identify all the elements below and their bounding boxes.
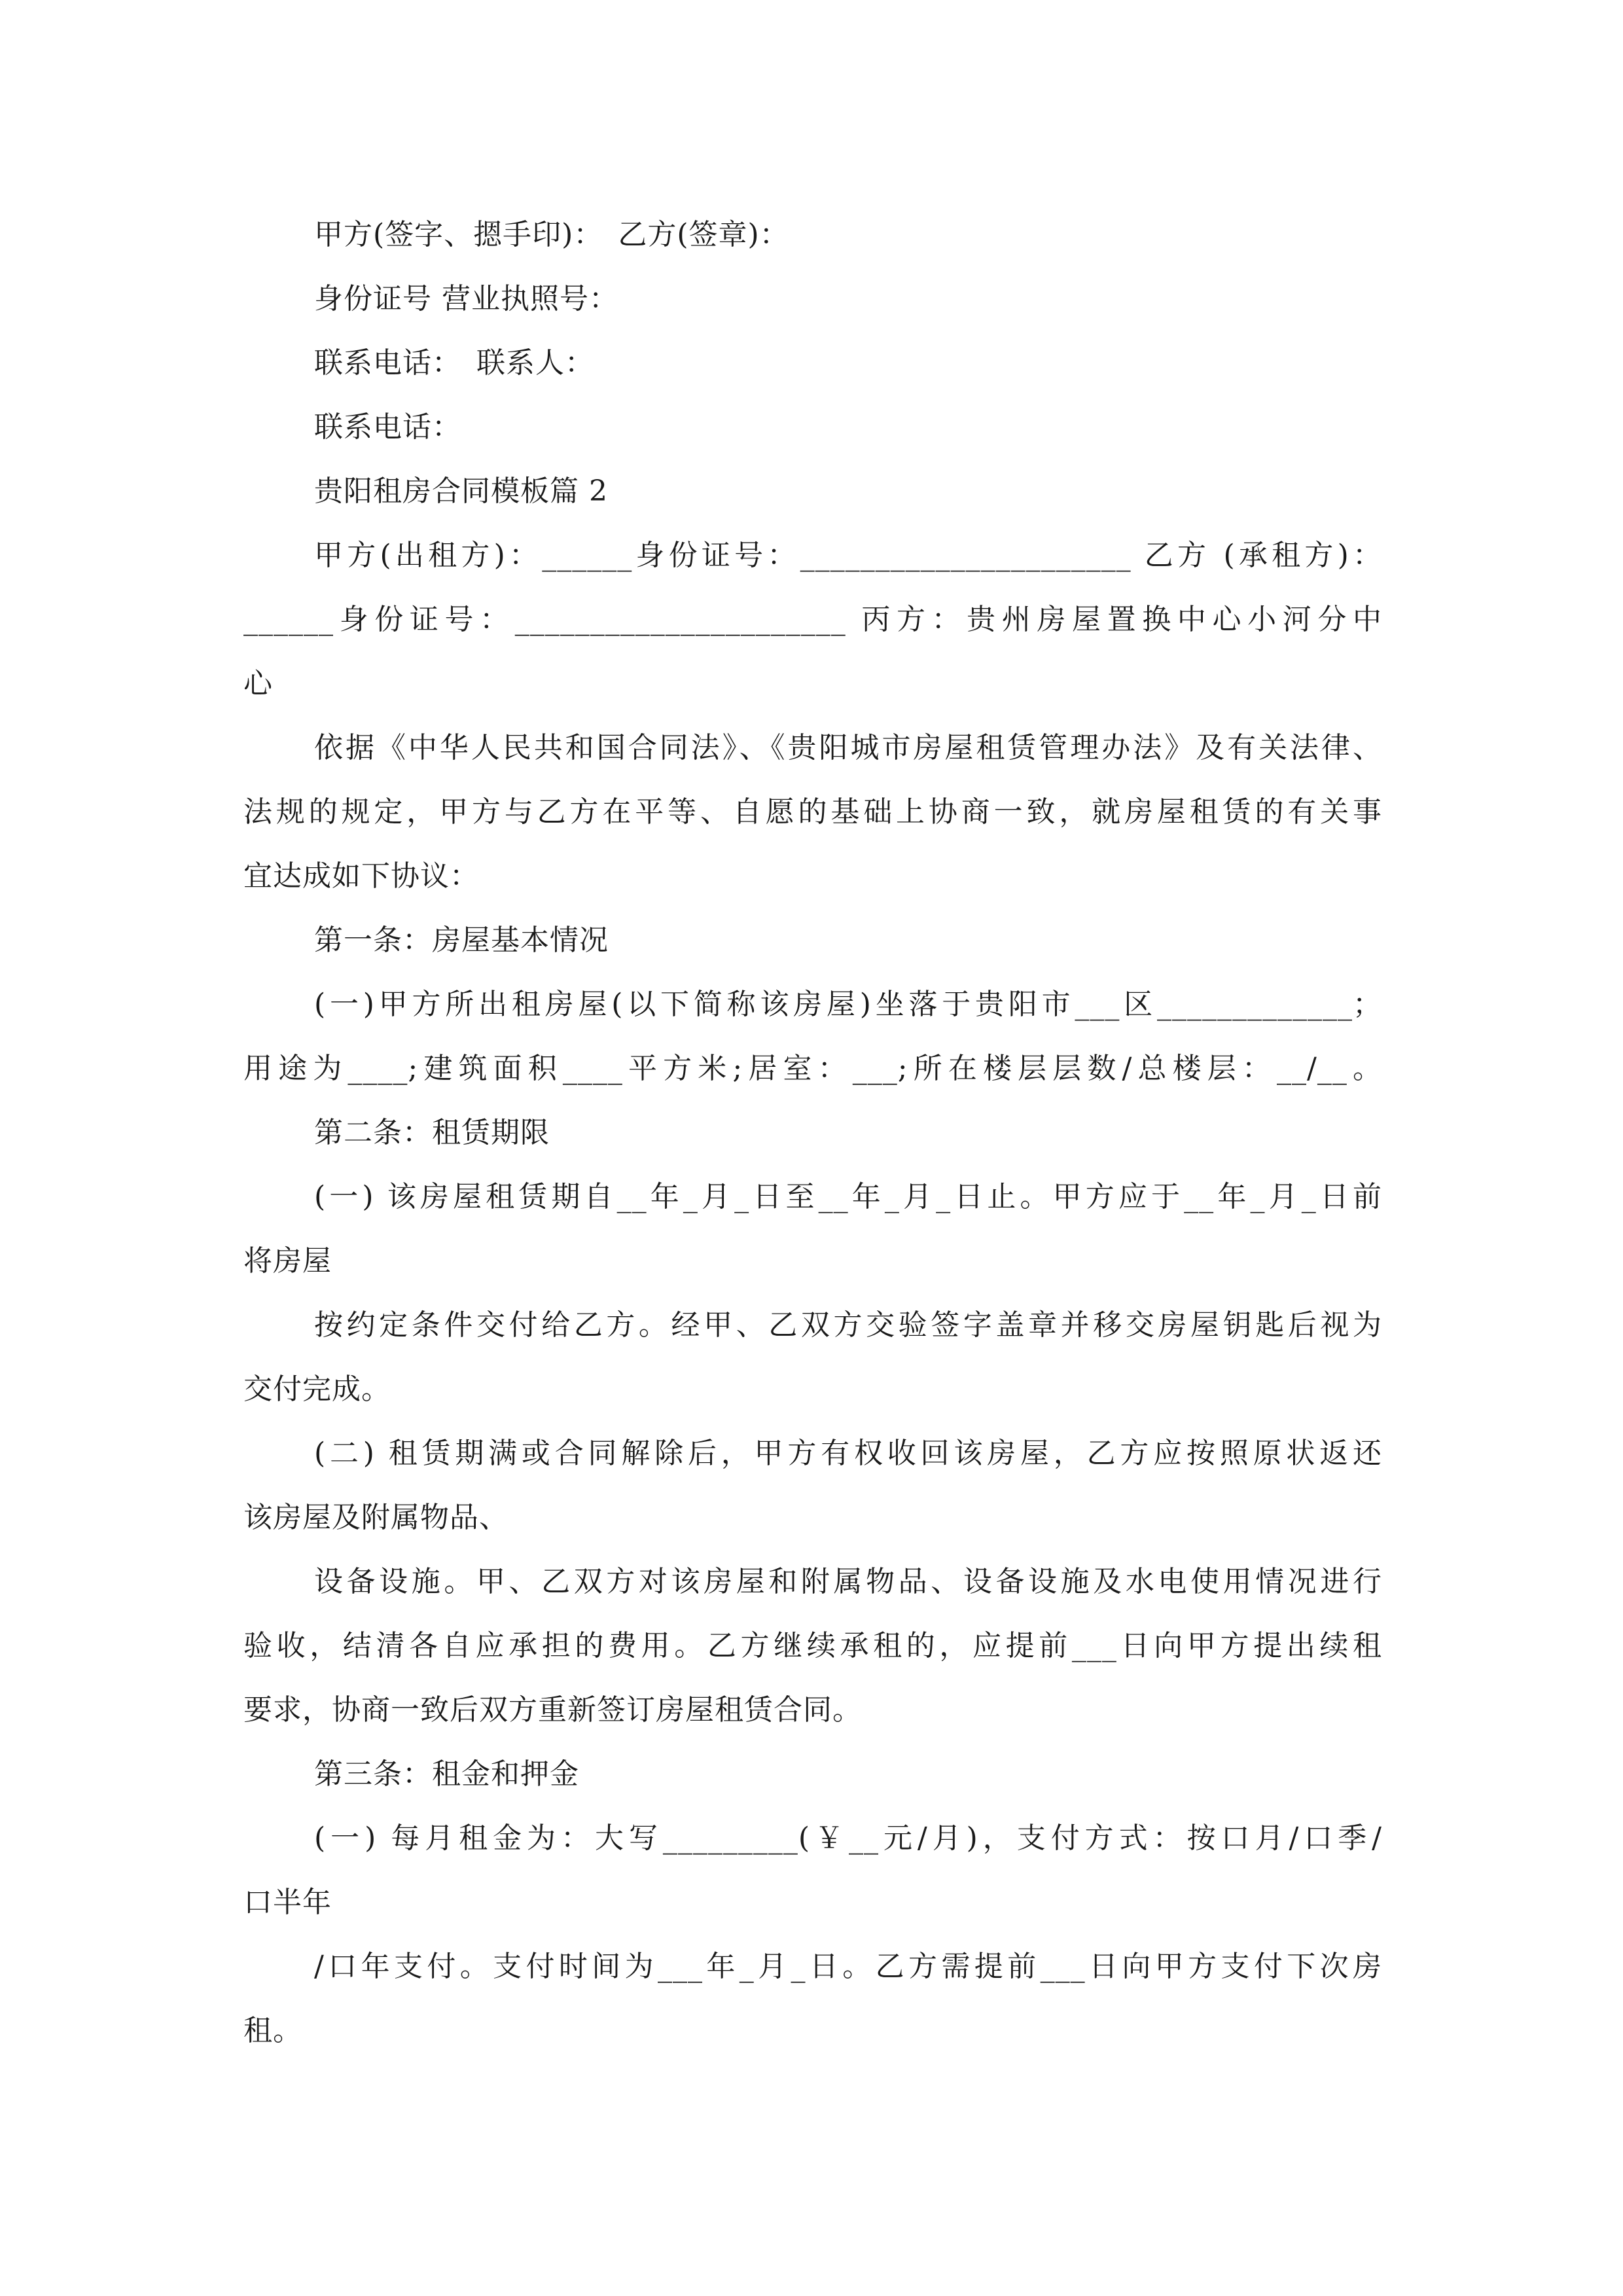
article-3-clause-1-line-4: 租。 xyxy=(243,2014,302,2047)
article-2-clause-1-line-3: 按约定条件交付给乙方。经甲、乙双方交验签字盖章并移交房屋钥匙后视为 xyxy=(314,1308,1382,1342)
article-2-clause-1-line-4: 交付完成。 xyxy=(243,1372,391,1406)
article-3-clause-1-line-3: /口年支付。支付时间为___年_月_日。乙方需提前___日向甲方支付下次房 xyxy=(314,1950,1382,1983)
signature-line-id: 身份证号 营业执照号： xyxy=(314,282,618,315)
article-1-clause-line-2: 用途为____;建筑面积____平方米;居室：___;所在楼层层数/总楼层：__/__。 xyxy=(243,1052,1382,1085)
article-2-clause-2-line-3: 设备设施。甲、乙双方对该房屋和附属物品、设备设施及水电使用情况进行 xyxy=(314,1565,1382,1598)
parties-line-3: 心 xyxy=(243,667,273,700)
article-2-clause-2-line-2: 该房屋及附属物品、 xyxy=(243,1501,508,1534)
article-2-heading: 第二条：租赁期限 xyxy=(314,1116,550,1149)
article-2-clause-2-line-5: 要求，协商一致后双方重新签订房屋租赁合同。 xyxy=(243,1693,862,1727)
article-1-heading: 第一条：房屋基本情况 xyxy=(314,924,609,957)
parties-line-1: 甲方(出租方)：______身份证号：______________________ 乙方 (承租方)： xyxy=(314,539,1382,572)
article-2-clause-2-line-1: (二) 租赁期满或合同解除后，甲方有权收回该房屋，乙方应按照原状返还 xyxy=(314,1437,1382,1470)
preamble-line-1: 依据《中华人民共和国合同法》、《贵阳城市房屋租赁管理办法》及有关法律、 xyxy=(314,731,1382,764)
parties-line-2: ______身份证号：______________________ 丙方：贵州房屋置换中心小河分中 xyxy=(243,603,1382,636)
document-body xyxy=(243,203,1382,2063)
article-1-clause-line-1: (一)甲方所出租房屋(以下简称该房屋)坐落于贵阳市___区_____________； xyxy=(314,988,1382,1021)
article-3-clause-1-line-2: 口半年 xyxy=(243,1886,332,1919)
article-3-heading: 第三条：租金和押金 xyxy=(314,1757,579,1791)
preamble-line-2: 法规的规定，甲方与乙方在平等、自愿的基础上协商一致，就房屋租赁的有关事 xyxy=(243,795,1382,829)
signature-line-parties: 甲方(签字、摁手印)： 乙方(签章)： xyxy=(314,218,789,251)
preamble-line-3: 宜达成如下协议： xyxy=(243,859,479,893)
article-3-clause-1-line-1: (一) 每月租金为：大写_________(￥__元/月)，支付方式：按口月/口季/ xyxy=(314,1821,1382,1855)
article-2-clause-1-line-1: (一) 该房屋租赁期自__年_月_日至__年_月_日止。甲方应于__年_月_日前 xyxy=(314,1180,1382,1213)
article-2-clause-2-line-4: 验收，结清各自应承担的费用。乙方继续承租的，应提前___日向甲方提出续租 xyxy=(243,1629,1382,1662)
section-title: 贵阳租房合同模板篇 2 xyxy=(314,475,608,508)
signature-line-phone: 联系电话： xyxy=(314,410,461,444)
signature-line-contact: 联系电话： 联系人： xyxy=(314,346,594,380)
article-2-clause-1-line-2: 将房屋 xyxy=(243,1244,332,1278)
